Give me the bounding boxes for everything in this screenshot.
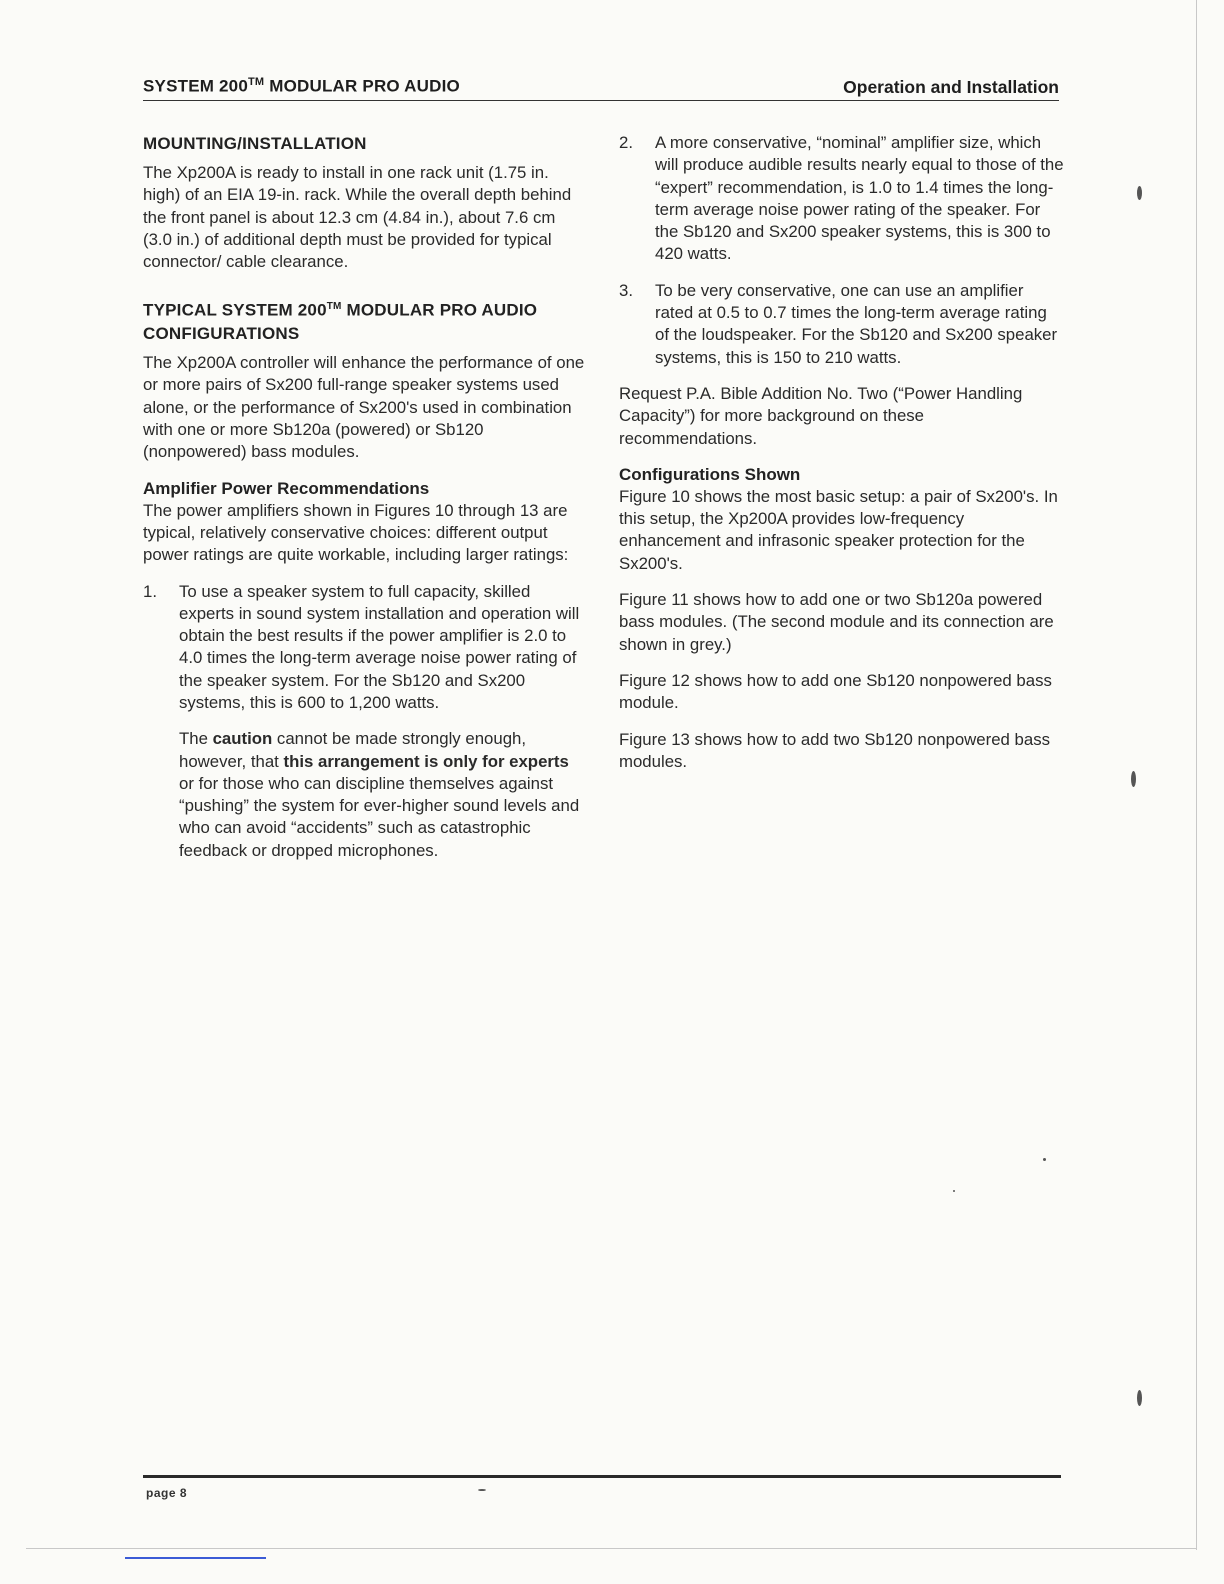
scan-blue-line — [125, 1557, 266, 1559]
figure13-paragraph: Figure 13 shows how to add two Sb120 nonpowered bass modules. — [619, 729, 1050, 771]
bible-paragraph: Request P.A. Bible Addition No. Two (“Power Handling Capacity”) for more background on these recommendations. — [619, 383, 1023, 448]
recommendation-list — [143, 581, 588, 715]
left-column — [143, 132, 588, 876]
figure10-paragraph: Figure 10 shows the most basic setup: a pair of Sx200's. In this setup, the Xp200A provides low-frequency enhancement and infrasonic speaker protection for the Sx200's. — [619, 486, 1058, 573]
scan-speck — [1131, 771, 1136, 787]
scan-speck — [478, 1489, 486, 1491]
recommendation-list-continued — [619, 132, 1064, 369]
header-section: Operation and Installation — [843, 77, 1059, 97]
header-title: SYSTEM 200™ MODULAR PRO AUDIO — [143, 76, 460, 96]
scan-speck — [1043, 1158, 1046, 1161]
scan-speck — [1137, 186, 1142, 200]
figure12-paragraph: Figure 12 shows how to add one Sb120 nonpowered bass module. — [619, 670, 1052, 713]
scan-speck — [953, 1190, 955, 1192]
list-number: 1. — [143, 581, 157, 601]
mounting-heading: MOUNTING/INSTALLATION — [143, 134, 367, 153]
configurations-heading: TYPICAL SYSTEM 200™ MODULAR PRO AUDIO CONFIGURATIONS — [143, 301, 543, 344]
list-number: 2. — [619, 133, 633, 152]
scan-speck — [1137, 1390, 1142, 1406]
list-text: To use a speaker system to full capacity, skilled experts in sound system installation and operation will obtain the best results if the power amplifier is 2.0 to 4.0 times the long-term average noise power rating of the speaker system. For the Sb120 and Sx200 systems, this is 600 to 1,200 watts. — [179, 581, 580, 712]
list-item — [619, 280, 1064, 369]
list-item — [143, 581, 588, 715]
configurations-paragraph: The Xp200A controller will enhance the performance of one or more pairs of Sx200 full-range speaker systems used alone, or the performance of Sx200's used in combination with one or more Sb120a (powered) or Sb120 (nonpowered) bass modules. — [143, 353, 585, 462]
scan-edge — [1196, 0, 1197, 1550]
mounting-paragraph: The Xp200A is ready to install in one rack unit (1.75 in. high) of an EIA 19-in. rack. While the overall depth behind the front panel is about 12.3 cm (4.84 in.), about 7.6 cm (3.0 in.) of additional depth must be provided for typical connector/ cable clearance. — [143, 163, 572, 272]
list-text: To be very conservative, one can use an amplifier rated at 0.5 to 0.7 times the long-term average rating of the loudspeaker. For the Sb120 and Sx200 speaker systems, this is 150 to 210 watts. — [655, 280, 1058, 367]
footer-rule — [143, 1475, 1061, 1478]
figure11-paragraph: Figure 11 shows how to add one or two Sb120a powered bass modules. (The second module and its connection are shown in grey.) — [619, 590, 1054, 654]
caution-paragraph: The caution cannot be made strongly enough, however, that this arrangement is only for experts or for those who can discipline themselves against “pushing” the system for ever-higher sound levels and who can avoid “accidents” such as catastrophic feedback or dropped microphones. — [179, 729, 584, 860]
amplifier-heading: Amplifier Power Recommendations — [143, 478, 430, 498]
page-header — [143, 76, 1059, 101]
right-column — [619, 132, 1064, 787]
list-number: 3. — [619, 280, 633, 300]
list-text: A more conservative, “nominal” amplifier size, which will produce audible results nearly equal to those of the “expert” recommendation, is 1.0 to 1.4 times the long-term average noise power rating of the speaker. For the Sb120 and Sx200 speaker systems, this is 300 to 420 watts. — [655, 133, 1064, 264]
list-item — [619, 132, 1064, 266]
page-number: page 8 — [146, 1486, 188, 1500]
scan-edge — [26, 1548, 1196, 1549]
amplifier-paragraph: The power amplifiers shown in Figures 10 through 13 are typical, relatively conservative choices: different output power ratings are quite workable, including larger ratings: — [143, 500, 569, 565]
configurations-shown-heading: Configurations Shown — [619, 464, 801, 484]
